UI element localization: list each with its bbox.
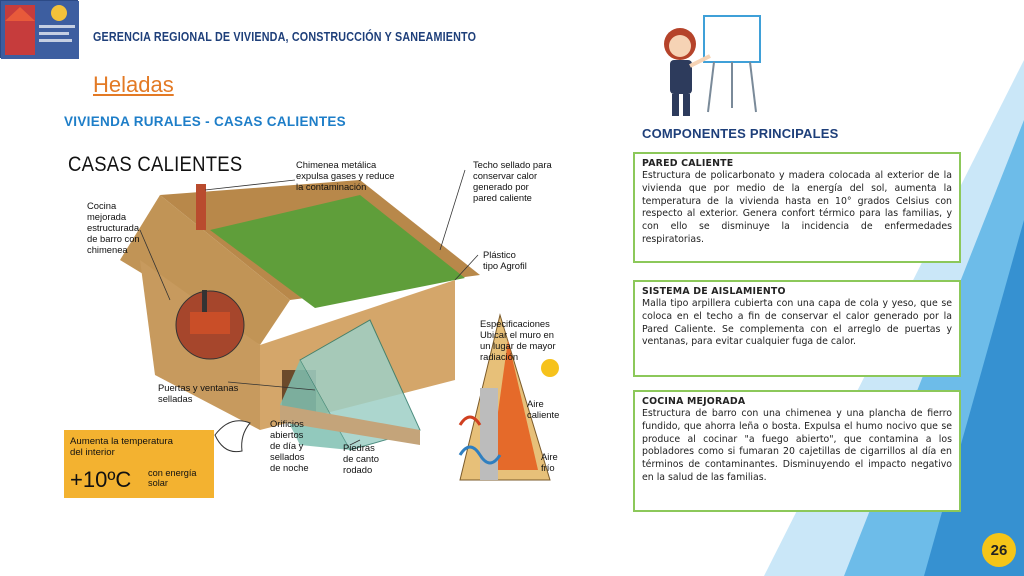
gobierno-regional-logo bbox=[948, 0, 1014, 96]
card-cocina-mejorada bbox=[633, 390, 961, 512]
page-title: Heladas bbox=[93, 72, 174, 97]
card-sistema-aislamiento bbox=[633, 280, 961, 377]
header-org-title: GERENCIA REGIONAL DE VIVIENDA, CONSTRUCCIÓN Y SANEAMIENTO bbox=[93, 30, 477, 44]
card-text: Estructura de policarbonato y madera colocada al exterior de la vivienda que por medio de la energía del sol, aumenta la temperatura de la vivienda hasta en 10° grados Celsius con respecto al exterior. Genera confort térmico para las familias, y con ello se disminuye la incidencia de enfermedades respiratorias. bbox=[642, 170, 952, 245]
label-especificaciones: Especificaciones Ubicar el muro en un lugar de mayor radiación bbox=[480, 318, 556, 363]
card-heading: SISTEMA DE AISLAMIENTO bbox=[642, 286, 786, 297]
label-aire-caliente: Aire caliente bbox=[527, 398, 560, 421]
card-text: Estructura de barro con una chimenea y una plancha de fierro fundido, que ahorra leña o bosta. Expulsa el humo nocivo que se produce al cocinar "a fuego abierto", que contamina a los pobladores como si fumaran 20 cajetillas de cigarrillos al día en términos de contaminantes. Disminuyendo el impacto negativo en la salud de las familias. bbox=[642, 408, 952, 483]
card-heading: COCINA MEJORADA bbox=[642, 396, 746, 407]
card-heading: PARED CALIENTE bbox=[642, 158, 734, 169]
gov-logo-name: AREQUIPA bbox=[952, 10, 1010, 22]
ministry-logo bbox=[0, 0, 78, 58]
gov-logo-subtitle: GOBIERNO REGIONAL bbox=[951, 4, 1011, 10]
teacher-illustration bbox=[658, 12, 768, 120]
temperature-heading: Aumenta la temperatura del interior bbox=[70, 436, 173, 459]
label-plastico: Plástico tipo Agrofil bbox=[483, 249, 527, 272]
label-orificios: Orificios abiertos de día y sellados de noche bbox=[270, 418, 309, 474]
label-piedras: Piedras de canto rodado bbox=[343, 442, 379, 476]
page-number-badge: 26 bbox=[982, 533, 1016, 567]
label-puertas: Puertas y ventanas selladas bbox=[158, 382, 239, 405]
temperature-note: con energía solar bbox=[148, 468, 197, 489]
gov-logo-emblem bbox=[948, 22, 1014, 92]
illustration-title: CASAS CALIENTES bbox=[68, 153, 243, 176]
label-techo: Techo sellado para conservar calor generado por pared caliente bbox=[473, 159, 552, 204]
card-pared-caliente bbox=[633, 152, 961, 263]
components-title: COMPONENTES PRINCIPALES bbox=[642, 126, 839, 141]
card-text: Malla tipo arpillera cubierta con una capa de cola y yeso, que se coloca en el techo a fin de conservar el calor generado por la Pared Caliente. Se complementa con el arreglo de puertas y ventanas, para evitar cualquier fuga de calor. bbox=[642, 298, 952, 348]
label-cocina: Cocina mejorada estructurada de barro con chimenea bbox=[87, 200, 140, 256]
page-subtitle: VIVIENDA RURALES - CASAS CALIENTES bbox=[64, 114, 346, 129]
label-chimenea: Chimenea metálica expulsa gases y reduce la contaminación bbox=[296, 159, 395, 193]
label-aire-frio: Aire frío bbox=[541, 451, 558, 474]
temperature-value: +10ºC bbox=[70, 467, 132, 492]
